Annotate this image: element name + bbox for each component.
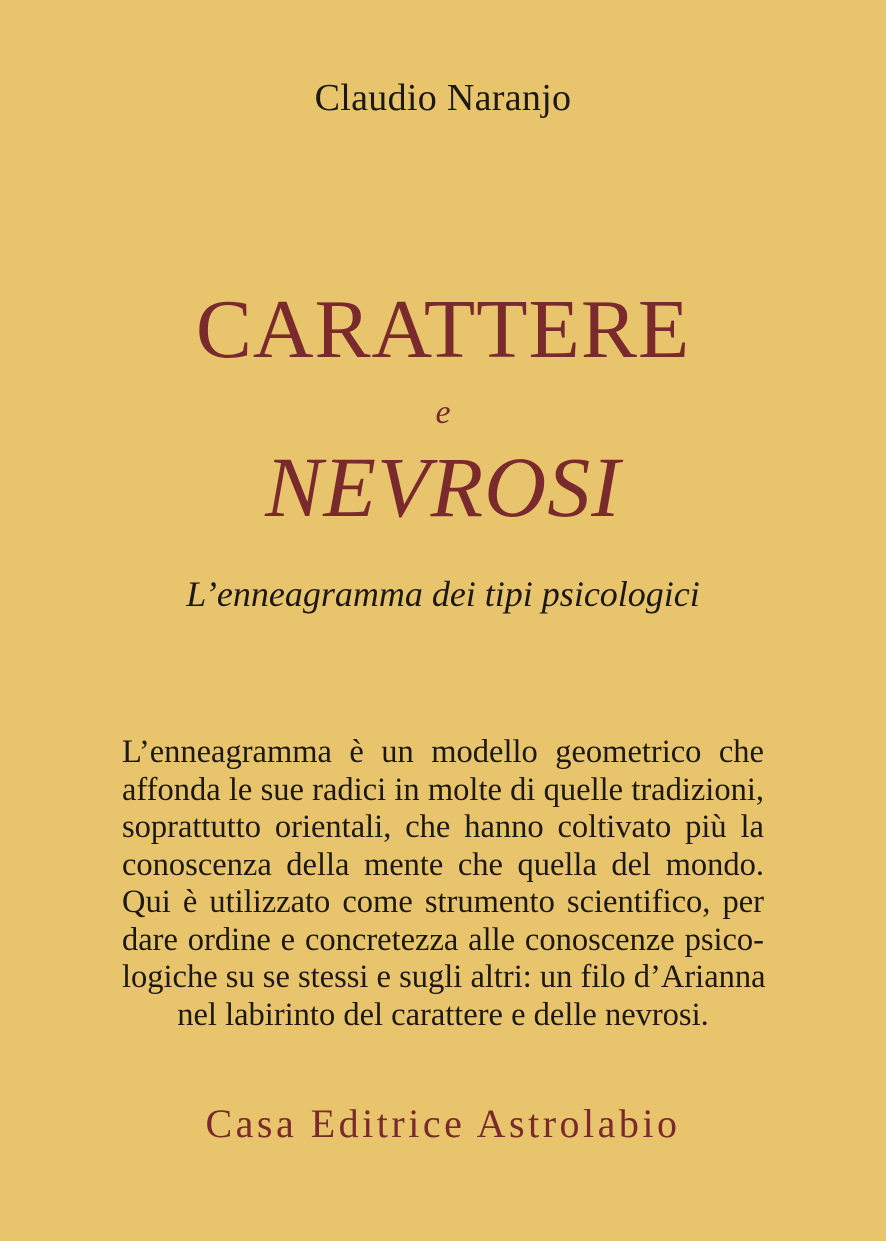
book-title-second: NEVROSI [265,439,621,535]
blurb-line: L’enneagramma è un modello geometrico che [122,734,764,770]
book-subtitle: L’enneagramma dei tipi psicologici [186,574,700,614]
publisher-name: Casa Editrice Astrolabio [205,1101,681,1146]
blurb-line: soprattutto orientali, che hanno coltivato più la [122,809,764,845]
blurb-line: Qui è utilizzato come strumento scientifico, per [122,884,764,920]
book-title-main: CARATTERE [195,283,691,376]
cover-blurb [122,734,764,1034]
blurb-line: logiche su se stessi e sugli altri: un filo d’Arianna [122,959,766,995]
blurb-line: dare ordine e concretezza alle conoscenze psico- [122,921,764,958]
blurb-line: nel labirinto del carattere e delle nevrosi. [177,996,709,1033]
blurb-line: conoscenza della mente che quella del mondo. [122,846,764,883]
author-name: Claudio Naranjo [314,77,572,119]
title-conjunction: e [435,394,451,431]
blurb-line: affonda le sue radici in molte di quelle tradizioni, [122,771,764,808]
